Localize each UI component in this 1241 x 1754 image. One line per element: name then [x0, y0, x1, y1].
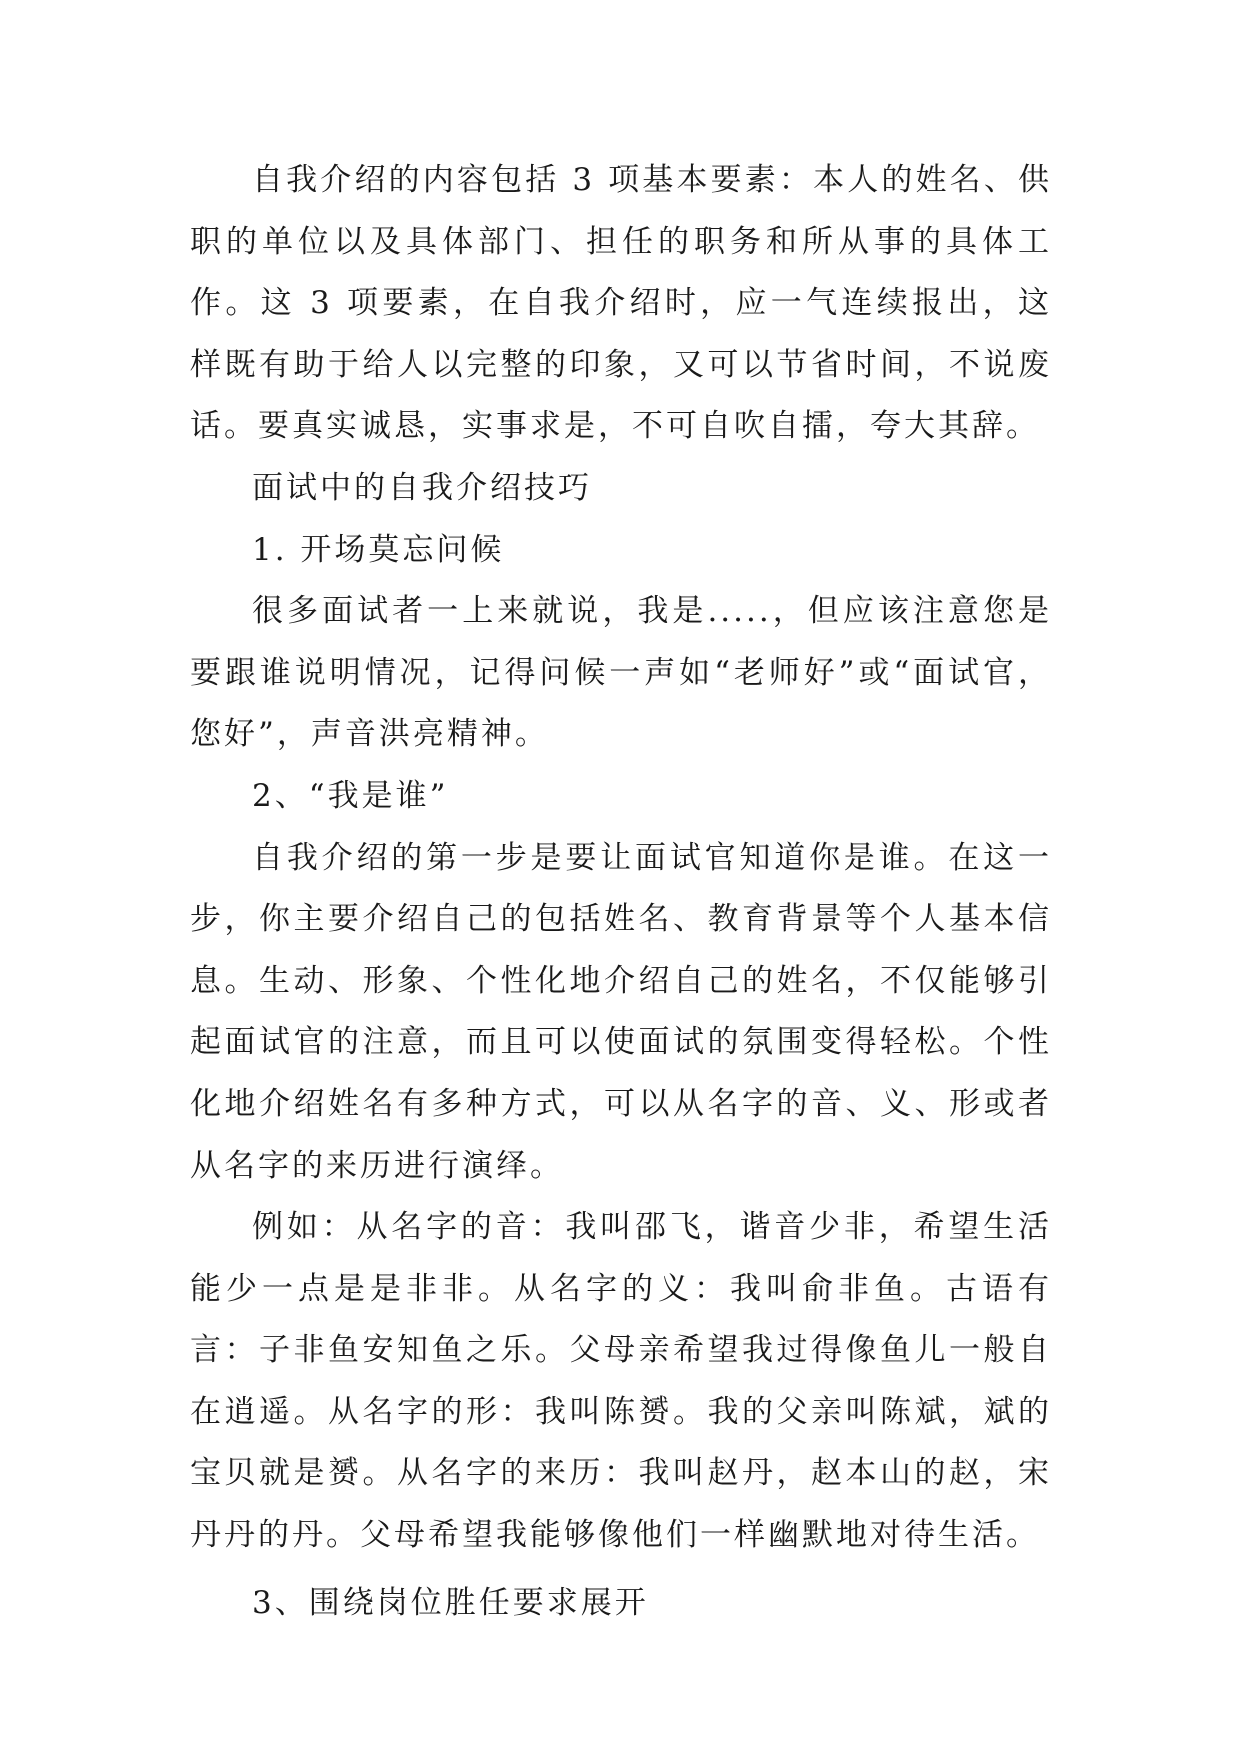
list-item-greeting-heading: 1. 开场莫忘问候 — [252, 531, 505, 568]
paragraph-who-am-i: 自我介绍的第一步是要让面试官知道你是谁。在这一步，你主要介绍自己的包括姓名、教育背景等个人基本信息。生动、形象、个性化地介绍自己的姓名，不仅能够引起面试官的注意，而且可以使面试的氛围变得轻松。个性化地介绍姓名有多种方式，可以从名字的音、义、形或者从名字的来历进行演绎。 — [190, 839, 1052, 1184]
list-item-who-am-i-heading: 2、“我是谁” — [252, 777, 449, 814]
list-item-job-requirements-heading: 3、围绕岗位胜任要求展开 — [252, 1584, 649, 1621]
section-heading-interview-tips: 面试中的自我介绍技巧 — [252, 469, 592, 506]
paragraph-name-examples: 例如：从名字的音：我叫邵飞，谐音少非，希望生活能少一点是是非非。从名字的义：我叫俞非鱼。古语有言：子非鱼安知鱼之乐。父母亲希望我过得像鱼儿一般自在逍遥。从名字的形：我叫陈赟。我的父亲叫陈斌，斌的宝贝就是赟。从名字的来历：我叫赵丹，赵本山的赵，宋丹丹的丹。父母希望我能够像他们一样幽默地对待生活。 — [190, 1209, 1052, 1554]
paragraph-self-intro-elements: 自我介绍的内容包括 3 项基本要素：本人的姓名、供职的单位以及具体部门、担任的职务和所从事的具体工作。这 3 项要素，在自我介绍时，应一气连续报出，这样既有助于给人以完整的印象，又可以节省时间，不说废话。要真实诚恳，实事求是，不可自吹自擂，夸大其辞。 — [190, 162, 1052, 445]
document-body — [190, 150, 1052, 1634]
paragraph-greeting: 很多面试者一上来就说，我是.....，但应该注意您是要跟谁说明情况，记得问候一声如“老师好”或“面试官，您好”，声音洪亮精神。 — [190, 593, 1052, 753]
